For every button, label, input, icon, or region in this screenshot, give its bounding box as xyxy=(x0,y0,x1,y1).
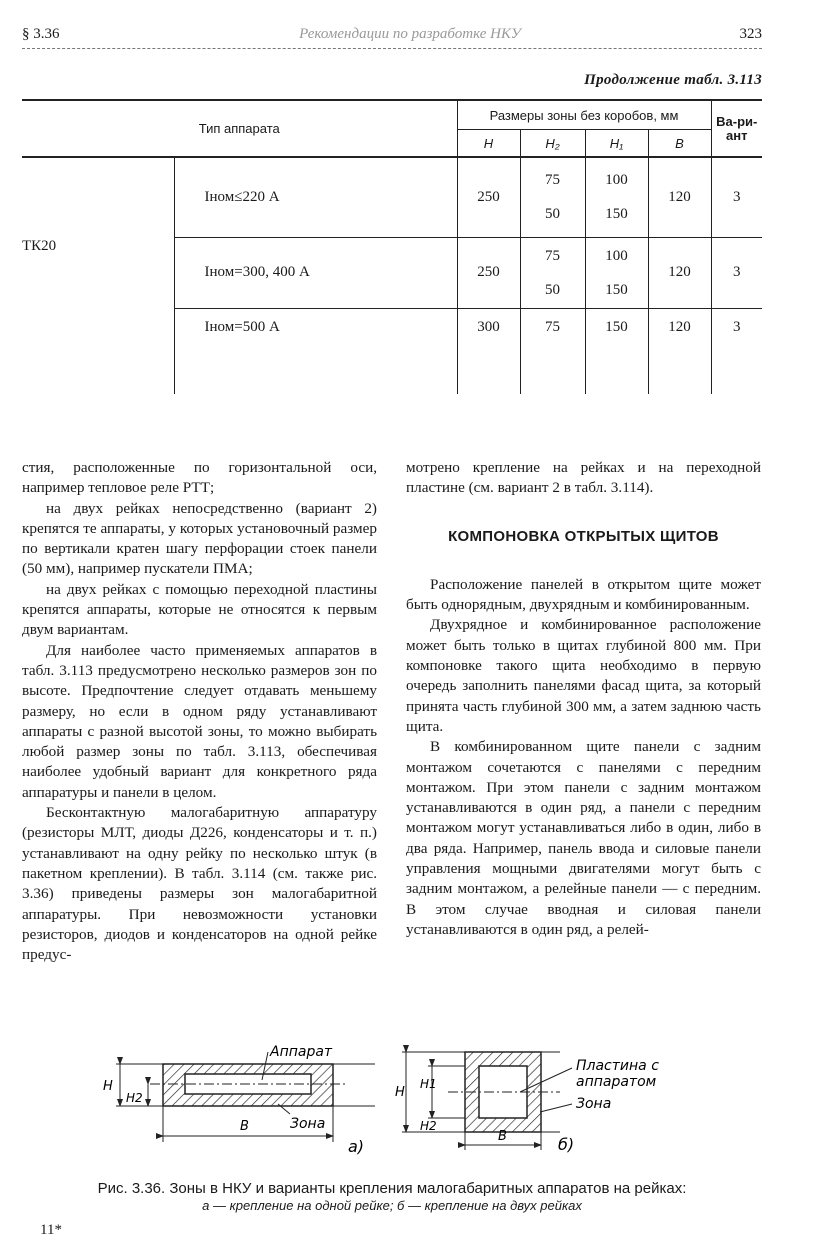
label-zone: Зона xyxy=(576,1096,612,1112)
figure-variant-a xyxy=(103,1044,375,1156)
header-rule xyxy=(22,48,762,49)
group-name: ТК20 xyxy=(22,238,57,254)
section-heading: КОМПОНОВКА ОТКРЫТЫХ ЩИТОВ xyxy=(448,527,719,545)
cell-H1: 100 150 xyxy=(585,237,648,308)
paragraph: на двух рейках с помощью переходной пластины крепятся аппараты, которые не относятся к первым двум вариантам. xyxy=(22,580,377,639)
paragraph: мотрено крепление на рейках и на переходной пластине (см. вариант 2 в табл. 3.114). xyxy=(406,459,761,497)
label-plate-2: аппаратом xyxy=(576,1074,657,1090)
figure-3-36 xyxy=(0,1030,820,1160)
apparatus-cell: Iном=300, 400 А xyxy=(174,237,457,308)
cell-H2: 75 xyxy=(520,308,585,394)
cell-H: 250 xyxy=(457,237,520,308)
section-number: § 3.36 xyxy=(22,26,60,42)
right-column xyxy=(406,458,761,940)
label-zone: Зона xyxy=(290,1116,326,1132)
apparatus-cell: Iном≤220 А xyxy=(174,157,457,237)
paragraph: В комбинированном щите панели с задним монтажом сочетаются с панелями с передним монтажом. При этом панели с задним монтажом устанавливаются в один ряд, а панели с передним монтажом могут устанавливаться либо в один, либо в два ряда. Например, панель ввода и силовые панели управления мощными двигателями могут быть с задним монтажом, а релейные панели — с передним. В этом случае вводная и силовая панели устанавливаются в один ряд, а релей- xyxy=(406,738,761,938)
cell-B: 120 xyxy=(648,157,711,237)
signature-mark: 11* xyxy=(40,1222,62,1238)
header-col-H1: H₁ xyxy=(585,130,648,158)
label-plate: Пластина с xyxy=(576,1058,659,1074)
label-b: б) xyxy=(558,1135,575,1154)
paragraph: Двухрядное и комбинированное расположение может быть только в щитах глубиной 800 мм. При компоновке такого щита необходимо в первую очередь заполнить панелями фасад щита, за который принята часть глубиной 300 мм, а затем заднюю часть щита. xyxy=(406,616,761,735)
running-title: Рекомендации по разработке НКУ xyxy=(299,26,521,42)
header-type: Тип аппарата xyxy=(22,100,457,157)
header-col-B: B xyxy=(648,130,711,158)
left-column xyxy=(22,458,377,965)
apparatus-cell: Iном=500 А xyxy=(174,308,457,394)
cell-H2: 75 50 xyxy=(520,237,585,308)
cell-H: 300 xyxy=(457,308,520,394)
cell-H: 250 xyxy=(457,157,520,237)
paragraph: Расположение панелей в открытом щите может быть однорядным, двухрядным и комбинированным. xyxy=(406,575,761,614)
page-number: 323 xyxy=(739,26,762,42)
paragraph: Для наиболее часто применяемых аппаратов в табл. 3.113 предусмотрено несколько размеров зон по высоте. Предпочтение следует отдавать меньшему размеру, но если в одном ряду устанавливают аппараты с разной высотой зоны, то можно выбирать любой размер зоны по табл. 3.113, обеспечивая наиболее удобный вариант для конкретного ряда аппаратуры и панели в целом. xyxy=(22,641,377,801)
cell-H2: 75 50 xyxy=(520,157,585,237)
label-H: H xyxy=(395,1085,405,1100)
label-H2: H2 xyxy=(126,1091,143,1105)
paragraph: стия, расположенные по горизонтальной оси, например тепловое реле РТТ; xyxy=(22,459,377,497)
paragraph: на двух рейках непосредственно (вариант 2) крепятся те аппараты, у которых установочный размер по вертикали кратен шагу перфорации стоек панели (50 мм), например пускатели ПМА; xyxy=(22,499,377,578)
header-col-H: H xyxy=(457,130,520,158)
zone-size-table xyxy=(22,99,762,394)
cell-variant: 3 xyxy=(711,237,762,308)
cell-B: 120 xyxy=(648,237,711,308)
cell-H1: 150 xyxy=(585,308,648,394)
figure-caption: Рис. 3.36. Зоны в НКУ и варианты крепления малогабаритных аппаратов на рейках: xyxy=(97,1180,687,1197)
paragraph: Бесконтактную малогабаритную аппаратуру (резисторы МЛТ, диоды Д226, конденсаторы и т. п.) устанавливают на одну рейку по несколько штук (в пакетном креплении). В табл. 3.114 (см. также рис. 3.36) приведены размеры зон малогабаритной аппаратуры. При невозможности установки резисторов, диодов и конденсаторов на одной рейке предус- xyxy=(22,804,377,964)
cell-variant: 3 xyxy=(711,157,762,237)
label-B: B xyxy=(498,1129,507,1144)
label-H2: H2 xyxy=(420,1119,437,1133)
header-sizes: Размеры зоны без коробов, мм xyxy=(457,100,711,130)
table-continuation: Продолжение табл. 3.113 xyxy=(584,72,762,88)
cell-H1: 100 150 xyxy=(585,157,648,237)
header-col-H2: H₂ xyxy=(520,130,585,158)
cell-B: 120 xyxy=(648,308,711,394)
table-row xyxy=(22,157,762,237)
cell-variant: 3 xyxy=(711,308,762,394)
label-H1: H1 xyxy=(420,1077,437,1091)
figure-caption-legend: а — крепление на одной рейке; б — крепление на двух рейках xyxy=(202,1198,582,1213)
label-H: H xyxy=(103,1079,113,1094)
label-apparatus: Аппарат xyxy=(270,1044,333,1060)
label-B: B xyxy=(240,1119,249,1134)
figure-variant-b xyxy=(395,1052,659,1154)
label-a: а) xyxy=(348,1137,365,1156)
header-variant: Ва-ри-ант xyxy=(711,100,762,157)
